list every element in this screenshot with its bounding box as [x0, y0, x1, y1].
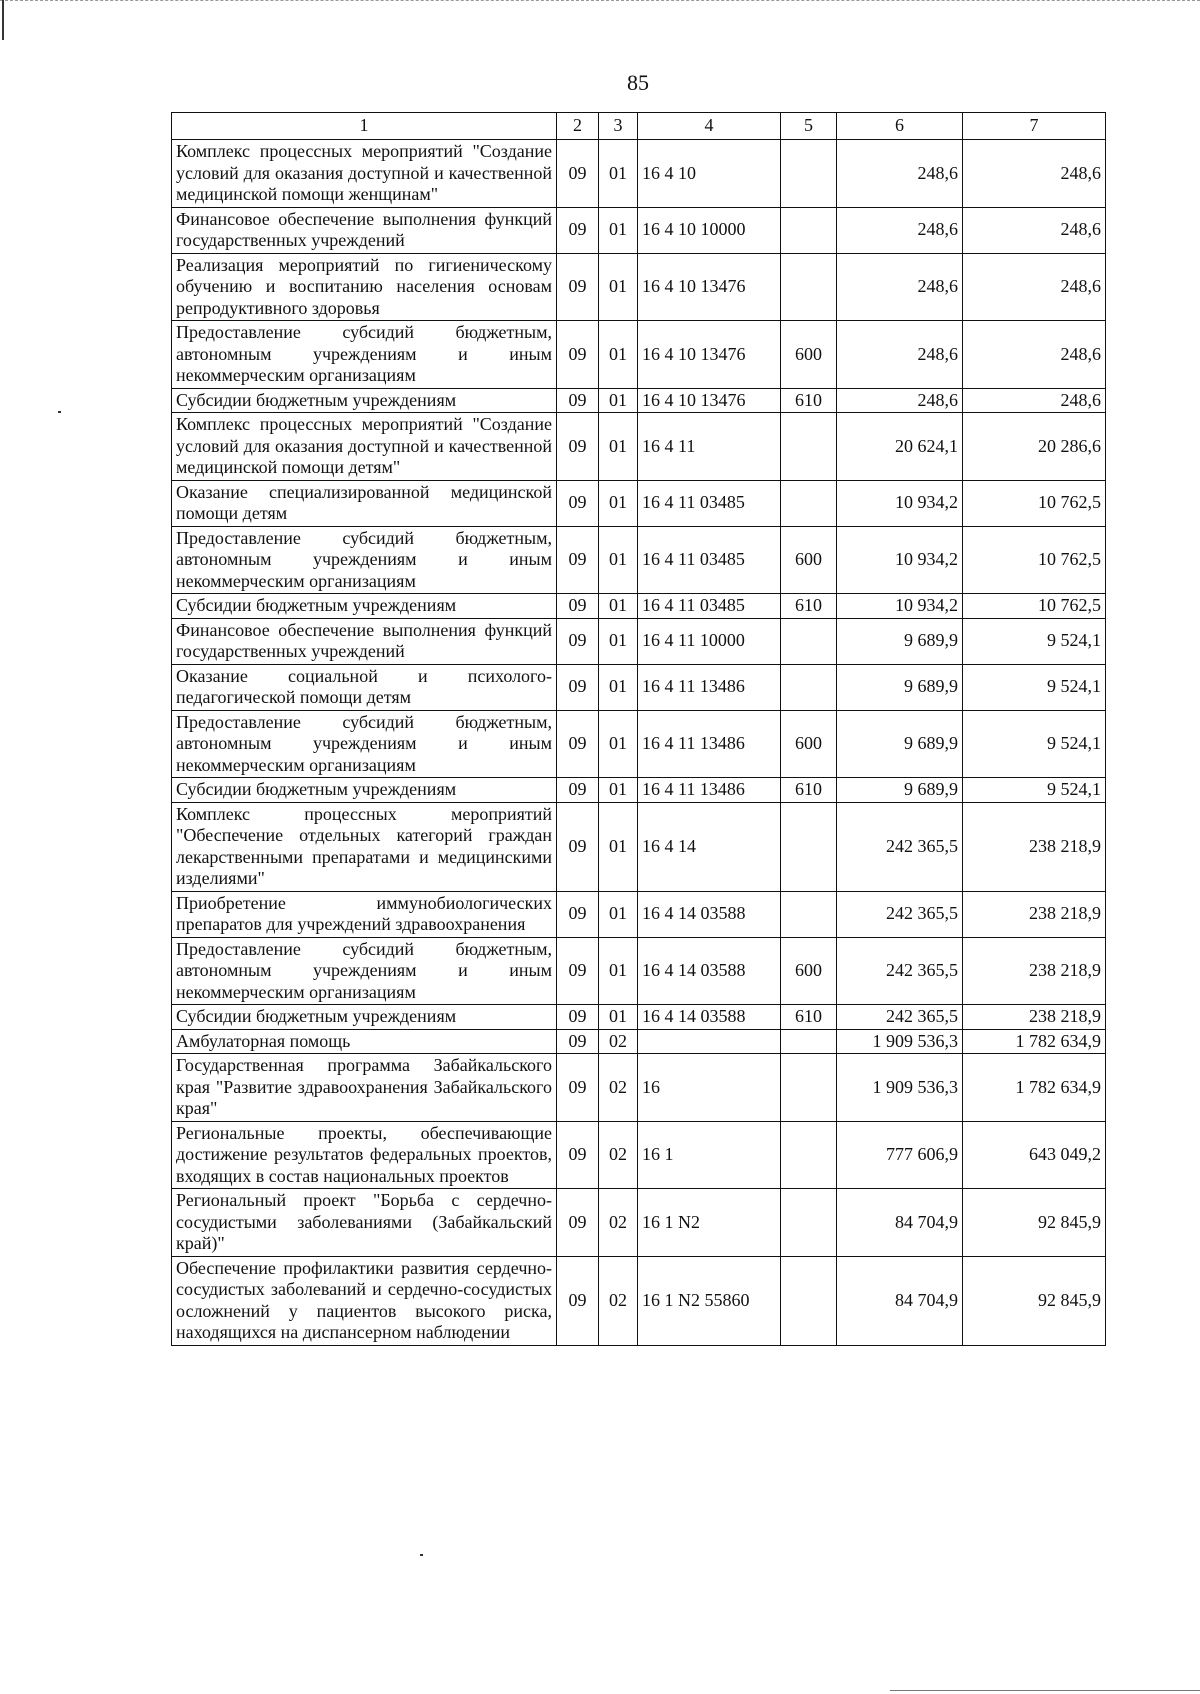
row-target-item: 16 4 10 13476 [638, 321, 781, 389]
table-row [172, 480, 1106, 526]
row-section: 09 [557, 618, 599, 664]
row-amount-year2: 9 524,1 [963, 778, 1106, 803]
row-name: Обеспечение профилактики развития сердечно-сосудистых заболеваний и сердечно-сосудистых осложнений у пациентов высокого риска, находящихся на диспансерном наблюдении [172, 1256, 557, 1345]
scan-edge-top [0, 0, 1200, 4]
scan-edge-left [2, 0, 4, 40]
row-target-item: 16 4 10 [638, 140, 781, 208]
row-name: Субсидии бюджетным учреждениям [172, 388, 557, 413]
row-target-item: 16 4 11 03485 [638, 594, 781, 619]
row-target-item: 16 1 N2 55860 [638, 1256, 781, 1345]
row-name: Финансовое обеспечение выполнения функций государственных учреждений [172, 207, 557, 253]
header-cell-6: 6 [837, 113, 963, 140]
row-expense-type [781, 1054, 837, 1122]
row-subsection: 01 [599, 891, 638, 937]
row-amount-year2: 238 218,9 [963, 891, 1106, 937]
row-amount-year2: 248,6 [963, 388, 1106, 413]
row-target-item: 16 4 14 03588 [638, 937, 781, 1005]
row-section: 09 [557, 140, 599, 208]
table-row [172, 253, 1106, 321]
row-name: Оказание специализированной медицинской помощи детям [172, 480, 557, 526]
table-row [172, 937, 1106, 1005]
table-row [172, 388, 1106, 413]
row-expense-type: 610 [781, 778, 837, 803]
table-row [172, 778, 1106, 803]
row-target-item: 16 4 10 13476 [638, 388, 781, 413]
row-amount-year2: 20 286,6 [963, 413, 1106, 481]
header-cell-7: 7 [963, 113, 1106, 140]
row-amount-year2: 238 218,9 [963, 1005, 1106, 1030]
row-amount-year1: 9 689,9 [837, 778, 963, 803]
row-name: Предоставление субсидий бюджетным, автономным учреждениям и иным некоммерческим организациям [172, 937, 557, 1005]
row-expense-type [781, 618, 837, 664]
row-amount-year2: 9 524,1 [963, 664, 1106, 710]
row-subsection: 02 [599, 1256, 638, 1345]
table-row [172, 664, 1106, 710]
row-expense-type [781, 207, 837, 253]
table-row [172, 1256, 1106, 1345]
header-cell-3: 3 [599, 113, 638, 140]
row-expense-type [781, 802, 837, 891]
row-amount-year2: 10 762,5 [963, 480, 1106, 526]
row-section: 09 [557, 937, 599, 1005]
row-subsection: 01 [599, 321, 638, 389]
row-amount-year1: 248,6 [837, 207, 963, 253]
row-amount-year1: 248,6 [837, 321, 963, 389]
row-amount-year1: 84 704,9 [837, 1189, 963, 1257]
row-expense-type [781, 140, 837, 208]
row-expense-type [781, 1189, 837, 1257]
row-target-item: 16 4 14 03588 [638, 1005, 781, 1030]
row-amount-year1: 248,6 [837, 140, 963, 208]
row-subsection: 01 [599, 480, 638, 526]
row-target-item [638, 1029, 781, 1054]
row-amount-year1: 242 365,5 [837, 891, 963, 937]
row-section: 09 [557, 1121, 599, 1189]
table-row [172, 1121, 1106, 1189]
row-amount-year2: 248,6 [963, 321, 1106, 389]
row-subsection: 01 [599, 388, 638, 413]
row-amount-year2: 238 218,9 [963, 937, 1106, 1005]
row-name: Субсидии бюджетным учреждениям [172, 1005, 557, 1030]
row-expense-type: 600 [781, 526, 837, 594]
scan-speck [420, 1554, 423, 1556]
row-amount-year1: 1 909 536,3 [837, 1029, 963, 1054]
row-subsection: 02 [599, 1054, 638, 1122]
row-amount-year1: 1 909 536,3 [837, 1054, 963, 1122]
row-name: Государственная программа Забайкальского края "Развитие здравоохранения Забайкальского края" [172, 1054, 557, 1122]
row-target-item: 16 4 10 10000 [638, 207, 781, 253]
row-expense-type [781, 891, 837, 937]
page-number: 85 [627, 70, 649, 95]
row-name: Комплекс процессных мероприятий "Создание условий для оказания доступной и качественной медицинской помощи детям" [172, 413, 557, 481]
row-name: Реализация мероприятий по гигиеническому обучению и воспитанию населения основам репродуктивного здоровья [172, 253, 557, 321]
table-row [172, 1189, 1106, 1257]
scan-edge-bottom [890, 1690, 1200, 1691]
row-amount-year2: 10 762,5 [963, 594, 1106, 619]
row-name: Предоставление субсидий бюджетным, автономным учреждениям и иным некоммерческим организациям [172, 710, 557, 778]
row-section: 09 [557, 710, 599, 778]
row-subsection: 01 [599, 253, 638, 321]
row-subsection: 01 [599, 1005, 638, 1030]
row-subsection: 01 [599, 594, 638, 619]
row-amount-year2: 92 845,9 [963, 1256, 1106, 1345]
row-subsection: 01 [599, 526, 638, 594]
row-name: Региональные проекты, обеспечивающие достижение результатов федеральных проектов, входящих в состав национальных проектов [172, 1121, 557, 1189]
row-subsection: 01 [599, 140, 638, 208]
row-section: 09 [557, 388, 599, 413]
row-subsection: 01 [599, 664, 638, 710]
row-amount-year1: 777 606,9 [837, 1121, 963, 1189]
table-row [172, 710, 1106, 778]
scan-speck [58, 411, 61, 413]
row-name: Финансовое обеспечение выполнения функций государственных учреждений [172, 618, 557, 664]
row-amount-year1: 20 624,1 [837, 413, 963, 481]
table-row [172, 1029, 1106, 1054]
row-amount-year2: 248,6 [963, 207, 1106, 253]
row-amount-year1: 242 365,5 [837, 802, 963, 891]
row-subsection: 01 [599, 937, 638, 1005]
table-row [172, 1054, 1106, 1122]
row-name: Оказание социальной и психолого-педагогической помощи детям [172, 664, 557, 710]
row-section: 09 [557, 1256, 599, 1345]
row-amount-year1: 248,6 [837, 253, 963, 321]
row-section: 09 [557, 778, 599, 803]
row-expense-type [781, 413, 837, 481]
row-amount-year2: 1 782 634,9 [963, 1054, 1106, 1122]
row-target-item: 16 4 11 13486 [638, 778, 781, 803]
row-name: Комплекс процессных мероприятий "Создание условий для оказания доступной и качественной медицинской помощи женщинам" [172, 140, 557, 208]
row-amount-year1: 10 934,2 [837, 480, 963, 526]
table-row [172, 413, 1106, 481]
row-section: 09 [557, 413, 599, 481]
row-amount-year2: 10 762,5 [963, 526, 1106, 594]
table-row [172, 891, 1106, 937]
row-subsection: 01 [599, 207, 638, 253]
row-target-item: 16 4 11 13486 [638, 664, 781, 710]
table-row [172, 1005, 1106, 1030]
row-expense-type [781, 1256, 837, 1345]
table-row [172, 321, 1106, 389]
row-amount-year1: 9 689,9 [837, 664, 963, 710]
row-amount-year1: 9 689,9 [837, 710, 963, 778]
row-name: Предоставление субсидий бюджетным, автономным учреждениям и иным некоммерческим организациям [172, 526, 557, 594]
row-target-item: 16 4 11 13486 [638, 710, 781, 778]
row-subsection: 01 [599, 618, 638, 664]
header-cell-1: 1 [172, 113, 557, 140]
table-row [172, 140, 1106, 208]
row-subsection: 02 [599, 1189, 638, 1257]
row-amount-year2: 643 049,2 [963, 1121, 1106, 1189]
row-expense-type [781, 1121, 837, 1189]
row-section: 09 [557, 1054, 599, 1122]
row-amount-year1: 242 365,5 [837, 1005, 963, 1030]
row-name: Приобретение иммунобиологических препаратов для учреждений здравоохранения [172, 891, 557, 937]
row-section: 09 [557, 594, 599, 619]
row-section: 09 [557, 1189, 599, 1257]
table-row [172, 526, 1106, 594]
row-section: 09 [557, 1005, 599, 1030]
row-amount-year2: 248,6 [963, 253, 1106, 321]
row-section: 09 [557, 891, 599, 937]
row-subsection: 02 [599, 1029, 638, 1054]
row-subsection: 02 [599, 1121, 638, 1189]
row-name: Предоставление субсидий бюджетным, автономным учреждениям и иным некоммерческим организациям [172, 321, 557, 389]
row-expense-type [781, 664, 837, 710]
row-expense-type: 600 [781, 710, 837, 778]
row-amount-year1: 242 365,5 [837, 937, 963, 1005]
row-amount-year2: 92 845,9 [963, 1189, 1106, 1257]
row-amount-year2: 9 524,1 [963, 618, 1106, 664]
row-target-item: 16 1 N2 [638, 1189, 781, 1257]
table-row [172, 802, 1106, 891]
row-target-item: 16 4 11 03485 [638, 480, 781, 526]
row-name: Региональный проект "Борьба с сердечно-сосудистыми заболеваниями (Забайкальский край)" [172, 1189, 557, 1257]
row-expense-type: 610 [781, 1005, 837, 1030]
row-target-item: 16 4 11 [638, 413, 781, 481]
row-amount-year1: 10 934,2 [837, 526, 963, 594]
row-section: 09 [557, 1029, 599, 1054]
header-row [172, 113, 1106, 140]
row-target-item: 16 4 14 [638, 802, 781, 891]
row-section: 09 [557, 664, 599, 710]
row-amount-year1: 9 689,9 [837, 618, 963, 664]
row-expense-type: 610 [781, 388, 837, 413]
row-section: 09 [557, 526, 599, 594]
row-amount-year2: 248,6 [963, 140, 1106, 208]
row-section: 09 [557, 253, 599, 321]
row-subsection: 01 [599, 710, 638, 778]
header-cell-2: 2 [557, 113, 599, 140]
table-row [172, 207, 1106, 253]
row-section: 09 [557, 480, 599, 526]
table-row [172, 618, 1106, 664]
row-expense-type [781, 480, 837, 526]
row-target-item: 16 [638, 1054, 781, 1122]
row-amount-year1: 10 934,2 [837, 594, 963, 619]
row-section: 09 [557, 321, 599, 389]
row-name: Субсидии бюджетным учреждениям [172, 778, 557, 803]
row-expense-type: 600 [781, 937, 837, 1005]
header-cell-5: 5 [781, 113, 837, 140]
row-name: Комплекс процессных мероприятий "Обеспечение отдельных категорий граждан лекарственными препаратами и медицинскими изделиями" [172, 802, 557, 891]
row-subsection: 01 [599, 778, 638, 803]
row-target-item: 16 1 [638, 1121, 781, 1189]
row-amount-year1: 84 704,9 [837, 1256, 963, 1345]
row-amount-year2: 238 218,9 [963, 802, 1106, 891]
row-expense-type: 610 [781, 594, 837, 619]
row-amount-year1: 248,6 [837, 388, 963, 413]
row-expense-type [781, 253, 837, 321]
row-name: Субсидии бюджетным учреждениям [172, 594, 557, 619]
row-target-item: 16 4 11 03485 [638, 526, 781, 594]
row-target-item: 16 4 10 13476 [638, 253, 781, 321]
table-row [172, 594, 1106, 619]
row-amount-year2: 9 524,1 [963, 710, 1106, 778]
budget-table [171, 112, 1106, 1346]
row-target-item: 16 4 11 10000 [638, 618, 781, 664]
row-subsection: 01 [599, 413, 638, 481]
row-target-item: 16 4 14 03588 [638, 891, 781, 937]
row-expense-type: 600 [781, 321, 837, 389]
row-amount-year2: 1 782 634,9 [963, 1029, 1106, 1054]
row-expense-type [781, 1029, 837, 1054]
row-subsection: 01 [599, 802, 638, 891]
header-cell-4: 4 [638, 113, 781, 140]
row-section: 09 [557, 802, 599, 891]
row-section: 09 [557, 207, 599, 253]
row-name: Амбулаторная помощь [172, 1029, 557, 1054]
